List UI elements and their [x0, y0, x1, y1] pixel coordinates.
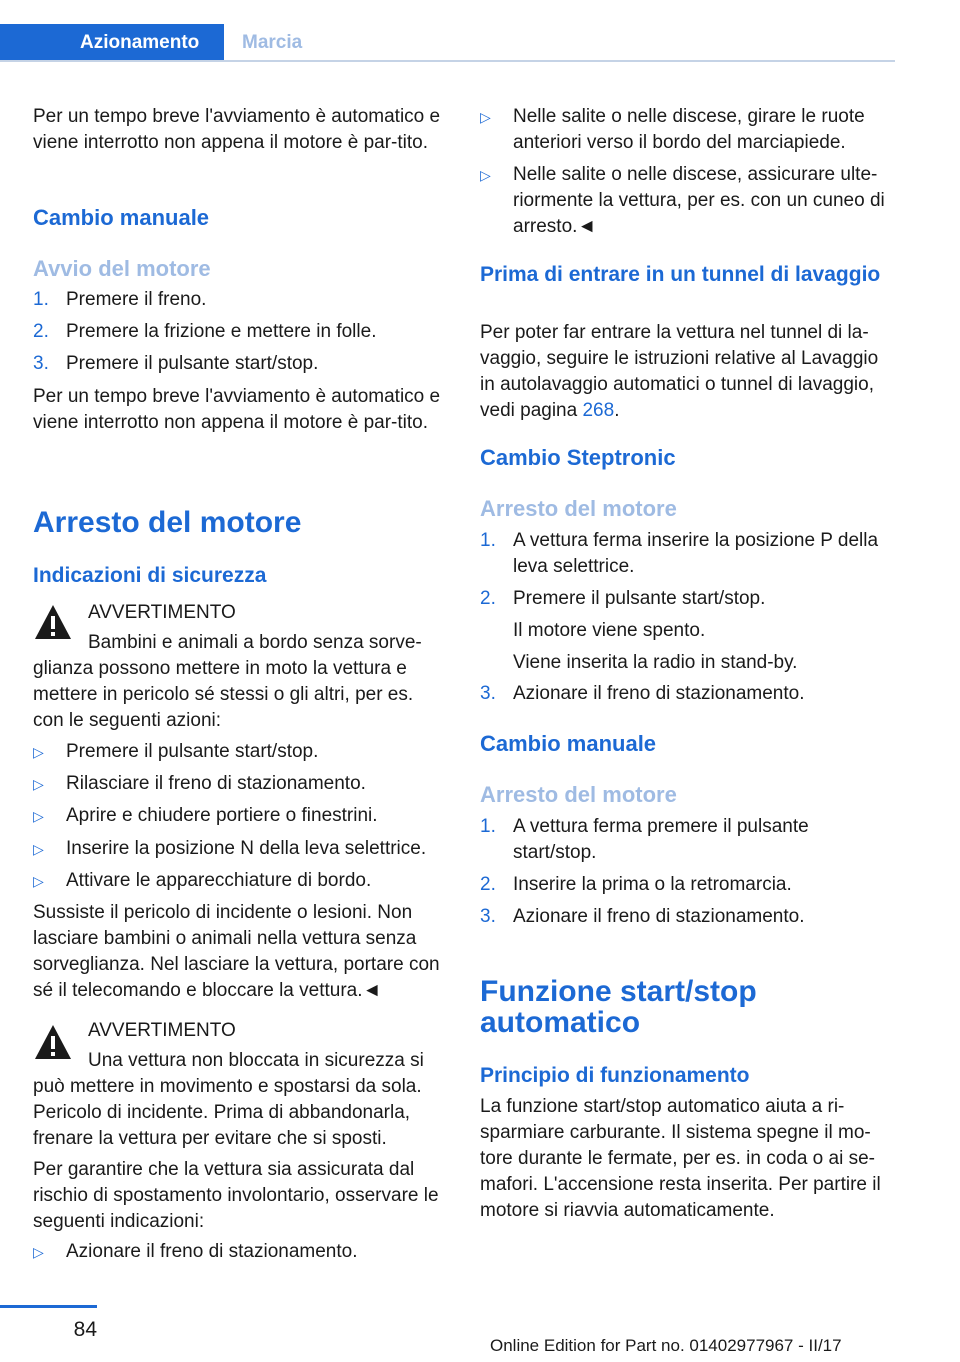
step-text: A vettura ferma premere il pulsante start/stop. — [513, 816, 809, 863]
warning-closing: Sussiste il pericolo di incidente o lesioni. Non lasciare bambini o animali nella vettura senza sorveglianza. Nel lasciare la vettura, portare con sé il telecomando e bloccare la vettura.◄ — [33, 902, 440, 1001]
intro-paragraph: Per un tempo breve l'avviamento è automatico e viene interrotto non appena il motore è par-tito. — [33, 106, 441, 153]
after-steps-paragraph: Per un tempo breve l'avviamento è automatico e viene interrotto non appena il motore è par-tito. — [33, 386, 441, 433]
header — [0, 0, 895, 62]
step-text: Azionare il freno di stazionamento. — [513, 683, 805, 704]
engine-stop-heading: Arresto del motore — [480, 496, 677, 521]
edition-text: Online Edition for Part no. 01402977967 - II/17 — [490, 1336, 842, 1355]
warning-label: AVVERTIMENTO — [88, 602, 236, 623]
warning-closing: Per garantire che la vettura sia assicurata dal rischio di spostamento involontario, osservare le seguenti indicazioni: — [33, 1159, 439, 1232]
triangle-bullet-icon: ▷ — [33, 744, 44, 760]
bullet-text: Attivare le apparecchiature di bordo. — [66, 870, 372, 891]
manual-gearbox-heading: Cambio manuale — [480, 731, 657, 756]
warning-text: Una vettura non bloccata in sicurezza si può mettere in movimento e spostarsi da sola. Pericolo di incidente. Prima di abbandonarla, frenare la vettura per evitare che si sposti. — [33, 1050, 424, 1149]
car-wash-text: Per poter far entrare la vettura nel tunnel di la-vaggio, seguire le istruzioni relative al Lavaggio in autolavaggio automatici o tunnel di lavaggio, vedi pagina — [480, 322, 879, 421]
triangle-bullet-icon: ▷ — [33, 808, 44, 824]
engine-start-heading: Avvio del motore — [33, 256, 211, 281]
safety-heading: Indicazioni di sicurezza — [33, 564, 267, 587]
warning-text: Bambini e animali a bordo senza sorve-glianza possono mettere in moto la vettura e mettere in pericolo sé stessi o gli altri, per es. con le seguenti azioni: — [33, 632, 422, 731]
bullet-text: Azionare il freno di stazionamento. — [66, 1241, 358, 1262]
step-text: A vettura ferma inserire la posizione P della leva selettrice. — [513, 530, 879, 577]
header-divider — [0, 60, 895, 62]
steptronic-heading: Cambio Steptronic — [480, 445, 676, 470]
bullet-text: Nelle salite o nelle discese, assicurare ulte-riormente la vettura, per es. con un cuneo di arresto.◄ — [513, 164, 885, 237]
engine-stop-title: Arresto del motore — [33, 506, 302, 539]
step-text: Inserire la prima o la retromarcia. — [513, 874, 792, 895]
step-text: Azionare il freno di stazionamento. — [513, 906, 805, 927]
step-number: 3. — [33, 353, 49, 374]
bullet-text: Rilasciare il freno di stazionamento. — [66, 773, 366, 794]
warning-label: AVVERTIMENTO — [88, 1020, 236, 1041]
step-text: Premere il pulsante start/stop. — [66, 353, 319, 374]
step-detail: Il motore viene spento. — [513, 620, 706, 641]
triangle-bullet-icon: ▷ — [480, 109, 491, 125]
step-number: 2. — [33, 321, 49, 342]
triangle-bullet-icon: ▷ — [33, 1244, 44, 1260]
footer-divider — [0, 1305, 97, 1308]
step-text: Premere il pulsante start/stop. — [513, 588, 766, 609]
principle-heading: Principio di funzionamento — [480, 1064, 750, 1087]
bullet-text: Premere il pulsante start/stop. — [66, 741, 319, 762]
page-link[interactable]: 268 — [582, 400, 615, 421]
step-text: Premere il freno. — [66, 289, 207, 310]
step-number: 3. — [480, 906, 496, 927]
tab-azionamento[interactable]: Azionamento — [0, 24, 224, 62]
tab-marcia[interactable]: Marcia — [242, 32, 303, 53]
triangle-bullet-icon: ▷ — [480, 167, 491, 183]
bullet-text: Inserire la posizione N della leva selettrice. — [66, 838, 427, 859]
step-number: 2. — [480, 588, 496, 609]
step-number: 1. — [33, 289, 49, 310]
step-detail: Viene inserita la radio in stand-by. — [513, 652, 798, 673]
step-text: Premere la frizione e mettere in folle. — [66, 321, 377, 342]
triangle-bullet-icon: ▷ — [33, 776, 44, 792]
step-number: 2. — [480, 874, 496, 895]
triangle-bullet-icon: ▷ — [33, 873, 44, 889]
auto-start-stop-title: Funzione start/stop automatico — [480, 975, 757, 1039]
bullet-text: Nelle salite o nelle discese, girare le ruote anteriori verso il bordo del marciapiede. — [513, 106, 865, 153]
car-wash-heading: Prima di entrare in un tunnel di lavaggio — [480, 263, 881, 286]
principle-paragraph: La funzione start/stop automatico aiuta a ri-sparmiare carburante. Il sistema spegne il mo-tore durante le fermate, per es. in coda o ai se-mafori. L'accensione resta inserita. Per partire il motore si riavvia automaticamente. — [480, 1096, 881, 1221]
car-wash-paragraph: Per poter far entrare la vettura nel tunnel di la-vaggio, seguire le istruzioni relative al Lavaggio in autolavaggio automatici o tunnel di lavaggio, vedi pagina 268. — [480, 322, 879, 421]
step-number: 1. — [480, 530, 496, 551]
engine-stop-heading: Arresto del motore — [480, 782, 677, 807]
triangle-bullet-icon: ▷ — [33, 841, 44, 857]
bullet-text: Aprire e chiudere portiere o finestrini. — [66, 805, 378, 826]
manual-gearbox-heading: Cambio manuale — [33, 205, 210, 230]
step-number: 3. — [480, 683, 496, 704]
step-number: 1. — [480, 816, 496, 837]
page-number: 84 — [73, 1318, 97, 1341]
